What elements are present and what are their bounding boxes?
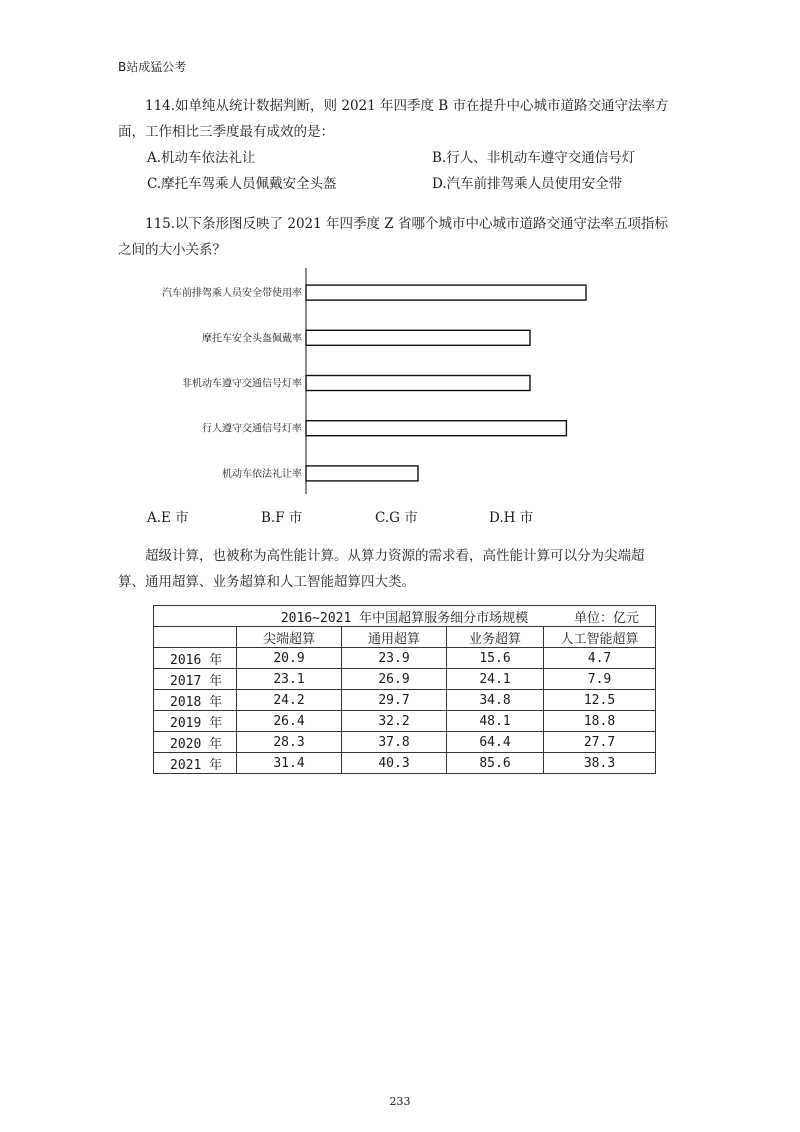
table-cell: 85.6 xyxy=(447,753,544,774)
table-cell: 28.3 xyxy=(237,732,342,753)
option-114-c[interactable]: C.摩托车驾乘人员佩戴安全头盔 xyxy=(147,176,337,192)
question-115-line1: 115.以下条形图反映了 2021 年四季度 Z 省哪个城市中心城市道路交通守法率五项指标 xyxy=(145,216,668,232)
option-115-c[interactable]: C.G 市 xyxy=(375,510,418,526)
table-cell: 38.3 xyxy=(544,753,656,774)
page-number: 233 xyxy=(389,1095,411,1108)
table-cell: 64.4 xyxy=(447,732,544,753)
option-114-b[interactable]: B.行人、非机动车遵守交通信号灯 xyxy=(432,150,636,166)
table-cell: 37.8 xyxy=(342,732,447,753)
table-cell: 34.8 xyxy=(447,690,544,711)
table-row xyxy=(154,669,656,690)
table-cell: 4.7 xyxy=(544,648,656,669)
intro-paragraph xyxy=(118,543,688,595)
table-cell-year: 2016 年 xyxy=(154,648,237,669)
option-114-d[interactable]: D.汽车前排驾乘人员使用安全带 xyxy=(432,176,623,192)
table-cell: 40.3 xyxy=(342,753,447,774)
table-row xyxy=(154,753,656,774)
table-cell: 32.2 xyxy=(342,711,447,732)
table-cell-year: 2020 年 xyxy=(154,732,237,753)
table-cell: 27.7 xyxy=(544,732,656,753)
market-size-table xyxy=(153,605,656,774)
table-cell: 7.9 xyxy=(544,669,656,690)
table-cell: 31.4 xyxy=(237,753,342,774)
bar-chart xyxy=(140,262,600,498)
table-row xyxy=(154,648,656,669)
table-cell: 24.1 xyxy=(447,669,544,690)
question-115-line2: 之间的大小关系？ xyxy=(118,242,226,258)
category-label: 非机动车遵守交通信号灯率 xyxy=(182,378,302,390)
category-label: 机动车依法礼让率 xyxy=(222,468,302,480)
option-115-d[interactable]: D.H 市 xyxy=(489,510,534,526)
table-cell-year: 2021 年 xyxy=(154,753,237,774)
table-cell: 15.6 xyxy=(447,648,544,669)
question-115 xyxy=(118,211,688,263)
table-cell: 29.7 xyxy=(342,690,447,711)
table-row xyxy=(154,711,656,732)
page-header: B站成猛公考 xyxy=(118,60,187,74)
intro-line2: 算、通用超算、业务超算和人工智能超算四大类。 xyxy=(118,574,415,590)
category-label: 汽车前排驾乘人员安全带使用率 xyxy=(162,288,302,300)
bar-chart-svg xyxy=(140,262,600,498)
intro-line1: 超级计算，也被称为高性能计算。从算力资源的需求看，高性能计算可以分为尖端超 xyxy=(145,548,645,564)
category-label: 行人遵守交通信号灯率 xyxy=(202,423,302,435)
table-cell: 26.4 xyxy=(237,711,342,732)
question-114-line2: 面，工作相比三季度最有成效的是： xyxy=(118,124,334,140)
table-title: 2016~2021 年中国超算服务细分市场规模 xyxy=(280,610,529,626)
bar-4 xyxy=(306,466,418,481)
table-row xyxy=(154,690,656,711)
table-cell-year: 2018 年 xyxy=(154,690,237,711)
table-title-row xyxy=(154,606,656,627)
option-115-a[interactable]: A.E 市 xyxy=(147,510,189,526)
category-label: 摩托车安全头盔佩戴率 xyxy=(202,333,302,345)
table-header: 人工智能超算 xyxy=(544,627,656,648)
table-cell-year: 2017 年 xyxy=(154,669,237,690)
option-115-b[interactable]: B.F 市 xyxy=(261,510,303,526)
table-cell: 24.2 xyxy=(237,690,342,711)
bar-1 xyxy=(306,330,530,345)
table-cell: 20.9 xyxy=(237,648,342,669)
table-cell: 48.1 xyxy=(447,711,544,732)
table-header: 业务超算 xyxy=(447,627,544,648)
bar-3 xyxy=(306,421,566,436)
bar-0 xyxy=(306,285,586,300)
table-cell-year: 2019 年 xyxy=(154,711,237,732)
table-title-cell xyxy=(154,606,656,627)
table-header: 通用超算 xyxy=(342,627,447,648)
table-header-row xyxy=(154,627,656,648)
table-header: 尖端超算 xyxy=(237,627,342,648)
question-114-line1: 114.如单纯从统计数据判断，则 2021 年四季度 B 市在提升中心城市道路交通守法率方 xyxy=(145,98,669,114)
bar-2 xyxy=(306,376,530,391)
question-114 xyxy=(118,93,688,145)
table-cell: 18.8 xyxy=(544,711,656,732)
table-cell: 12.5 xyxy=(544,690,656,711)
table-cell: 23.9 xyxy=(342,648,447,669)
table-cell: 23.1 xyxy=(237,669,342,690)
table-header xyxy=(154,627,237,648)
table-unit: 单位：亿元 xyxy=(573,610,639,626)
table-row xyxy=(154,732,656,753)
option-114-a[interactable]: A.机动车依法礼让 xyxy=(147,150,256,166)
table-cell: 26.9 xyxy=(342,669,447,690)
